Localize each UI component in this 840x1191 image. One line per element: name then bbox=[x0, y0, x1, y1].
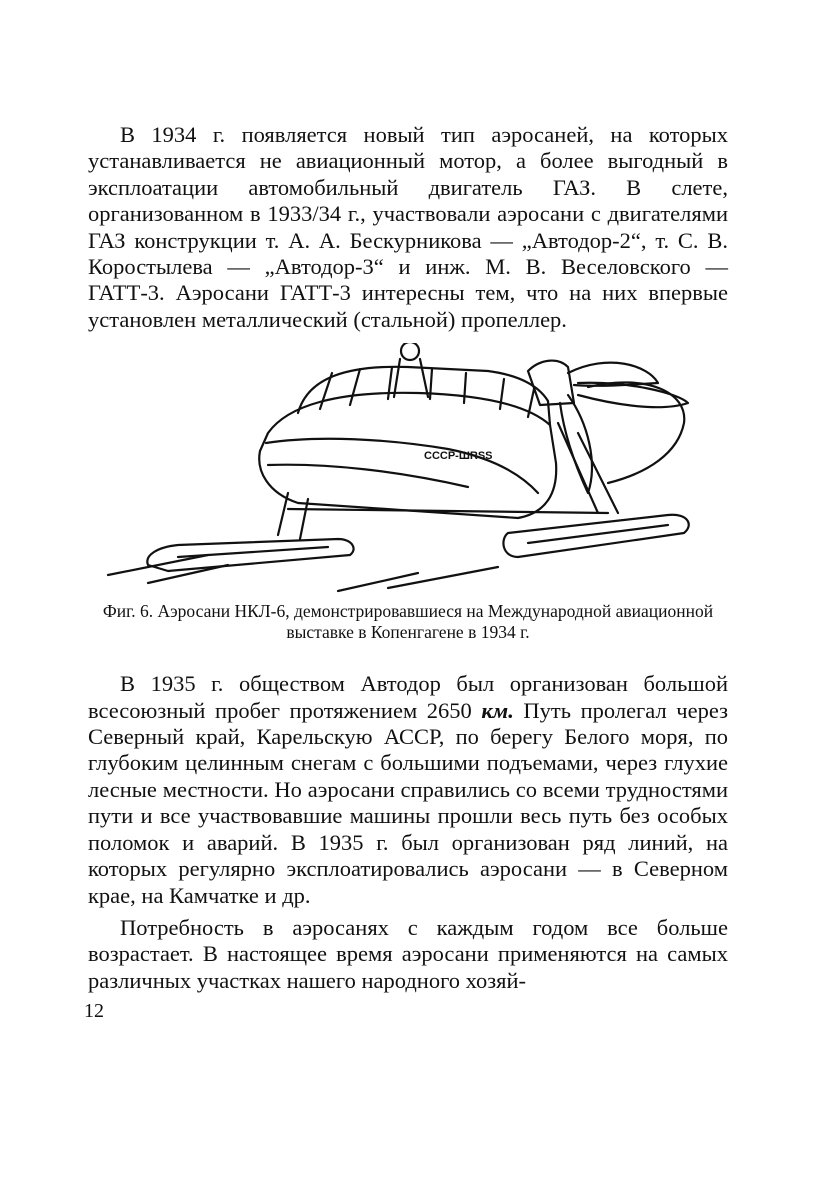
ski-stripe bbox=[178, 525, 668, 557]
front-ski bbox=[147, 539, 353, 571]
aerosled-illustration bbox=[88, 343, 728, 593]
pilot-head bbox=[401, 343, 419, 360]
hull-outline bbox=[259, 393, 556, 518]
caption-wrapper bbox=[88, 601, 728, 643]
paragraph-2-end: Путь пролегал через Северный край, Карельскую АССР, по берегу Белого моря, по глубоким целинным снегам с большими подъемами, через глухие лесные местности. Но аэросани справились со всеми трудностями пути и все участвовавшие машины прошли весь путь без особых поломок и аварий. В 1935 г. был организован ряд линий, на которых регулярно эксплоатировались аэросани — в Северном крае, на Камчатке и др. bbox=[88, 697, 728, 908]
engine bbox=[528, 361, 574, 405]
hull-stripe-2 bbox=[268, 465, 468, 487]
paragraph-2-start: В 1935 г. обществом Автодор был организован большой всесоюзный пробег протяжением 2650 bbox=[88, 671, 728, 723]
unit-km: км. bbox=[481, 697, 514, 723]
figure-caption: Фиг. 6. Аэросани НКЛ-6, демонстрировавшиеся на Международной авиационной выставке в Копенгагене в 1934 г. bbox=[102, 601, 714, 643]
page-number: 12 bbox=[84, 1000, 104, 1022]
ground-line bbox=[108, 555, 498, 591]
page-body bbox=[88, 122, 728, 994]
figure-aerosled bbox=[88, 343, 728, 593]
propeller-guard bbox=[588, 383, 684, 484]
propeller-blade-down bbox=[560, 395, 592, 493]
paragraph-3: Потребность в аэросанях с каждым годом все больше возрастает. В настоящее время аэросани применяются на самых различных участках нашего народного хозяй- bbox=[88, 914, 728, 993]
pilot-body bbox=[394, 359, 428, 397]
front-strut bbox=[278, 493, 308, 539]
rear-ski bbox=[503, 515, 688, 557]
hull-label: СССР-ШRSS bbox=[424, 450, 493, 463]
paragraph-1: В 1934 г. появляется новый тип аэросаней, на которых устанавливается не авиационный мотор, а более выгодный в эксплоатации автомобильный двигатель ГАЗ. В слете, организованном в 1933/34 г., участвовали аэросани с двигателями ГАЗ конструкции т. А. А. Бескурникова — „Автодор-2“, т. С. В. Коростылева — „Автодор-3“ и инж. М. В. Веселовского — ГАТТ-3. Аэросани ГАТТ-3 интересны тем, что на них впервые установлен металлический (стальной) пропеллер. bbox=[88, 122, 728, 332]
paragraph-2 bbox=[88, 671, 728, 909]
